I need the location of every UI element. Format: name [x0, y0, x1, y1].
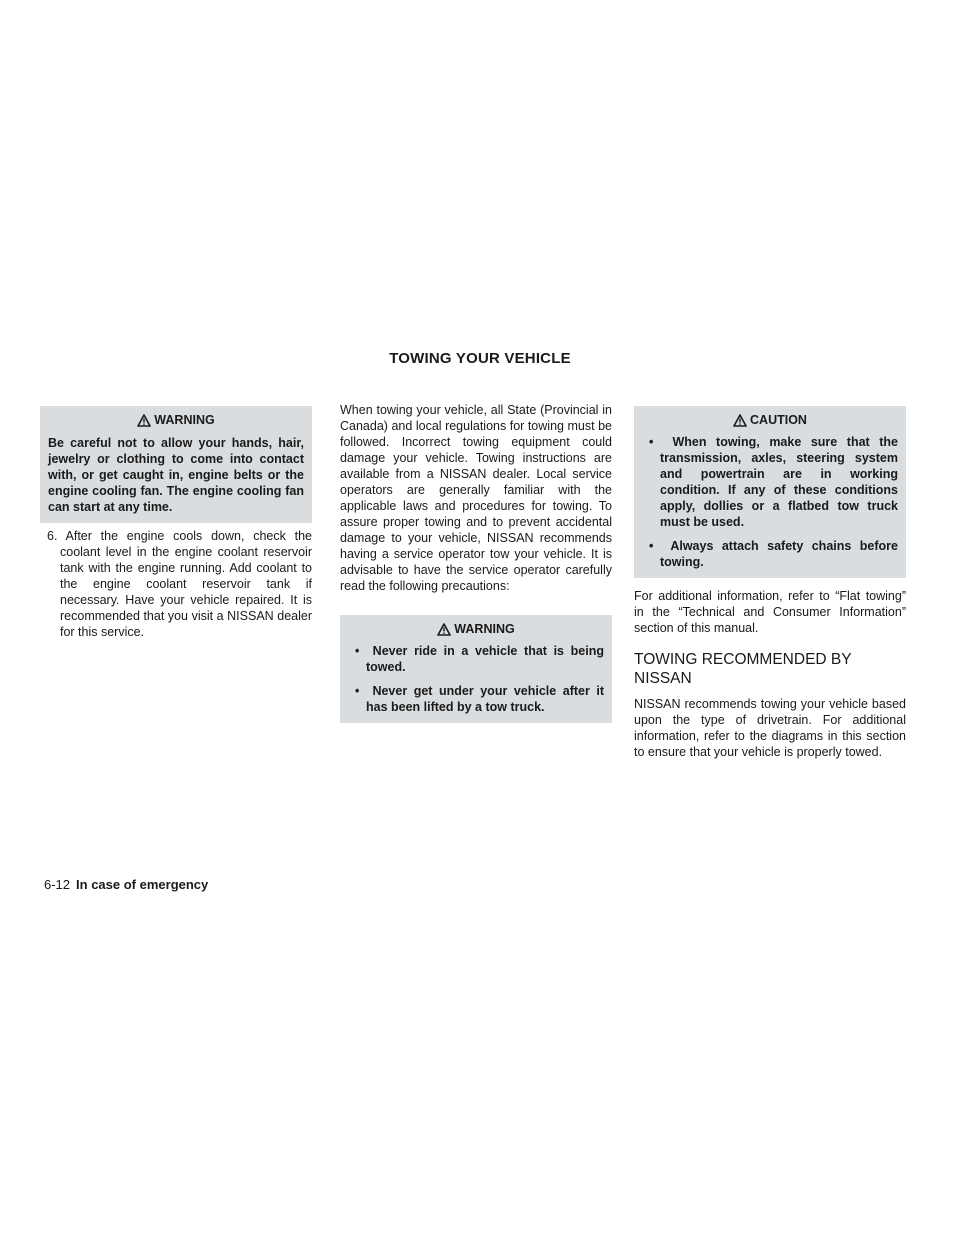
warning-item: • Never ride in a vehicle that is being towed. [355, 644, 604, 674]
warning-title: WARNING [154, 413, 215, 427]
caution-item: • When towing, make sure that the transmission, axles, steering system and powertrain are in working condition. If any of these conditions apply, dollies or a flatbed tow truck must be used. [649, 435, 898, 529]
warning-triangle-icon [437, 623, 451, 636]
footer-section-name: In case of emergency [76, 877, 209, 892]
column-1 [40, 406, 312, 640]
warning-item: • Never get under your vehicle after it has been lifted by a tow truck. [355, 684, 605, 714]
warning-header [48, 410, 304, 430]
page-number: 6-12 [44, 877, 71, 892]
caution-title: CAUTION [750, 413, 807, 427]
additional-info: For additional information, refer to “Flat towing” in the “Technical and Consumer Information” section of this manual. [634, 589, 906, 635]
warning-text: Be careful not to allow your hands, hair, jewelry or clothing to come into contact with, or get caught in, engine belts or the engine cooling fan. The engine cooling fan can start at any time. [48, 436, 304, 514]
section-title: TOWING YOUR VEHICLE [389, 350, 571, 367]
warning-title-2: WARNING [454, 622, 515, 636]
towing-recommendation-text: NISSAN recommends towing your vehicle based upon the type of drivetrain. For additional information, refer to the diagrams in this section to ensure that your vehicle is properly towed. [634, 697, 906, 759]
warning-triangle-icon [733, 414, 747, 427]
warning-header-2 [348, 619, 604, 639]
caution-box [634, 406, 906, 578]
column-3 [634, 406, 906, 760]
subsection-heading: TOWING RECOMMENDED BY NISSAN [634, 651, 852, 687]
warning-triangle-icon [137, 414, 151, 427]
warning-box-2 [340, 615, 612, 723]
caution-item: • Always attach safety chains before towing. [649, 539, 898, 569]
column-2 [340, 402, 612, 723]
caution-header [642, 410, 898, 430]
towing-intro: When towing your vehicle, all State (Provincial in Canada) and local regulations for towing must be followed. Incorrect towing equipment could damage your vehicle. Towing instructions are available from a NISSAN dealer. Local service operators are generally familiar with the applicable laws and procedures for towing. To assure proper towing and to prevent accidental damage to your vehicle, NISSAN recommends having a service operator tow your vehicle. It is advisable to have the service operator carefully read the following precautions: [340, 403, 612, 593]
warning-box [40, 406, 312, 523]
step-6: 6. After the engine cools down, check the coolant level in the engine coolant reservoir tank with the engine running. Add coolant to the engine coolant reservoir tank if necessary. Have your vehicle repaired. It is recommended that you visit a NISSAN dealer for this service. [47, 529, 312, 639]
page-footer [44, 877, 208, 892]
